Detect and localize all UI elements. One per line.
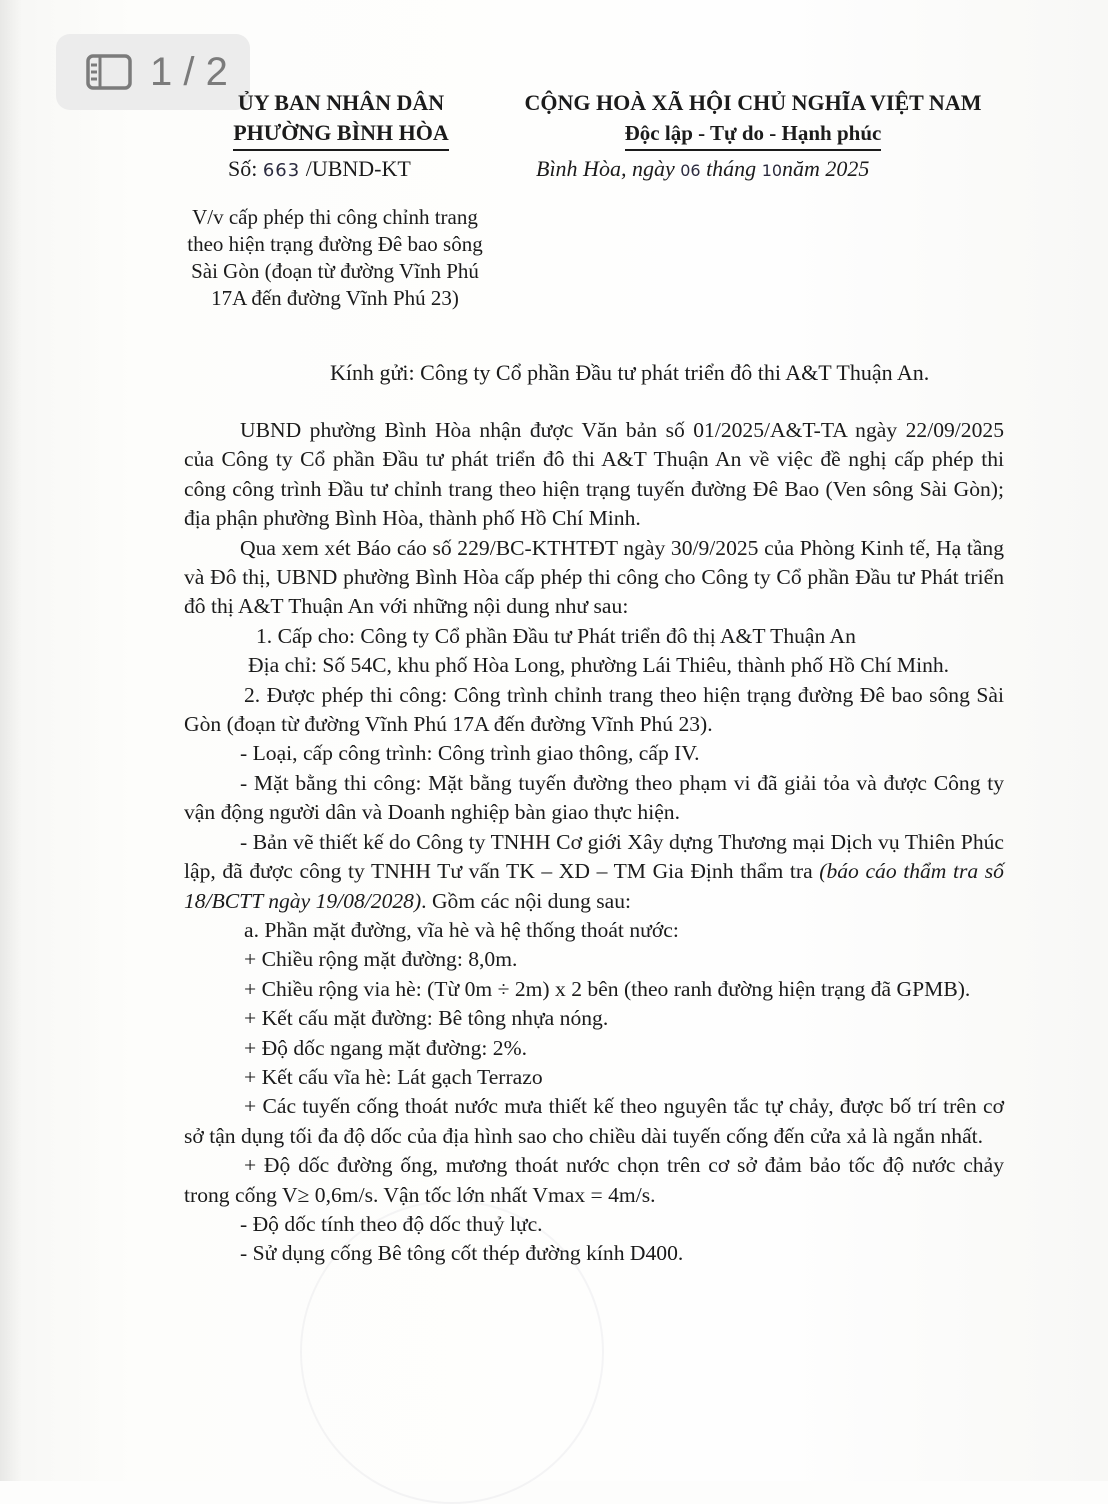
paragraph: + Kết cấu vĩa hè: Lát gạch Terrazo	[244, 1064, 543, 1089]
subject: V/v cấp phép thi công chỉnh trang theo hiện trạng đường Đê bao sông Sài Gòn (đoạn từ đường Vĩnh Phú 17A đến đường Vĩnh Phú 23)	[187, 205, 483, 310]
paragraph: - Sử dụng cống Bê tông cốt thép đường kính D400.	[240, 1241, 684, 1266]
paragraph: UBND phường Bình Hòa nhận được Văn bản số 01/2025/A&T-TA ngày 22/09/2025 của Công ty Cổ phần Đầu tư phát triển đô thi A&T Thuận An về việc đề nghị cấp phép thi công công trình Đầu tư chỉnh trang theo hiện trạng tuyến đường Đê Bao (Ven sông Sài Gòn); địa phận phường Bình Hòa, thành phố Hồ Chí Minh.	[184, 418, 1004, 531]
document-number	[228, 154, 411, 186]
national-motto: Độc lập - Tự do - Hạnh phúc	[625, 118, 882, 151]
paragraph: - Độ dốc tính theo độ dốc thuỷ lực.	[240, 1211, 543, 1236]
page-counter: 1 / 2	[150, 49, 228, 94]
paragraph: a. Phần mặt đường, vĩa hè và hệ thống thoát nước:	[244, 917, 679, 942]
recipient: Kính gửi: Công ty Cổ phần Đầu tư phát triển đô thi A&T Thuận An.	[330, 360, 930, 385]
paragraph: + Kết cấu mặt đường: Bê tông nhựa nóng.	[244, 1006, 609, 1031]
paragraph-text: - Bản vẽ thiết kế do Công ty TNHH Cơ giới Xây dựng Thương mại Dịch vụ Thiên Phúc lập, đã được công ty TNHH Tư vấn TK – XD – TM Gia Định thẩm tra	[184, 829, 1004, 884]
date-day: 06	[680, 161, 701, 180]
paragraph: 1. Cấp cho: Công ty Cổ phần Đầu tư Phát triển đô thị A&T Thuận An	[256, 623, 856, 648]
paragraph: - Loại, cấp công trình: Công trình giao thông, cấp IV.	[240, 741, 700, 766]
paragraph-text: . Gồm các nội dung sau:	[421, 888, 632, 913]
faint-stamp-imprint	[300, 1200, 604, 1504]
issuer-ward: PHƯỜNG BÌNH HÒA	[233, 118, 449, 151]
date-part3: năm 2025	[782, 156, 870, 181]
paragraph: + Độ dốc ngang mặt đường: 2%.	[244, 1035, 527, 1060]
document-body	[184, 416, 1004, 1269]
doc-number-prefix: Số:	[228, 156, 263, 181]
national-header	[498, 88, 1008, 151]
paragraph: - Mặt bằng thi công: Mặt bằng tuyến đường theo phạm vi đã giải tỏa và được Công ty vận động người dân và Doanh nghiệp bàn giao thực hiện.	[184, 770, 1004, 825]
date-month: 10	[761, 161, 783, 180]
issuer-name: ỦY BAN NHÂN DÂN	[237, 90, 445, 115]
paragraph	[184, 828, 1004, 916]
paragraph: + Độ dốc đường ống, mương thoát nước chọn trên cơ sở đảm bảo tốc độ nước chảy trong cống V≥ 0,6m/s. Vận tốc lớn nhất Vmax = 4m/s.	[184, 1153, 1004, 1207]
issuer-header	[176, 88, 506, 151]
document-date	[536, 154, 869, 186]
doc-number-handwritten: 663	[262, 160, 301, 181]
paragraph: + Chiều rộng via hè: (Từ 0m ÷ 2m) x 2 bên (theo ranh đường hiện trạng đã GPMB).	[244, 976, 971, 1001]
date-part1: Bình Hòa, ngày	[536, 156, 681, 181]
paragraph: 2. Được phép thi công: Công trình chỉnh trang theo hiện trạng đường Đê bao sông Sài Gòn (đoạn từ đường Vĩnh Phú 17A đến đường Vĩnh Phú 23).	[184, 682, 1004, 737]
page-list-icon[interactable]	[86, 54, 132, 90]
paragraph: + Các tuyến cống thoát nước mưa thiết kế theo nguyên tắc tự chảy, được bố trí trên cơ sở tận dụng tối đa độ dốc của địa hình sao cho chiều dài tuyến cống đến cửa xả là ngắn nhất.	[184, 1094, 1004, 1148]
doc-number-suffix: /UBND-KT	[300, 156, 411, 181]
paragraph: Qua xem xét Báo cáo số 229/BC-KTHTĐT ngày 30/9/2025 của Phòng Kinh tế, Hạ tầng và Đô thị, UBND phường Bình Hòa cấp phép thi công cho Công ty Cổ phần Đầu tư Phát triển đô thị A&T Thuận An với những nội dung như sau:	[184, 535, 1004, 619]
appraisal-report-ref: (báo cáo thẩm tra số 18/BCTT ngày 19/08/2028)	[184, 859, 1004, 913]
date-part2: tháng	[700, 156, 762, 181]
page-edge-shadow	[0, 0, 22, 1481]
paragraph: + Chiều rộng mặt đường: 8,0m.	[244, 947, 518, 972]
paragraph: Địa chỉ: Số 54C, khu phố Hòa Long, phường Lái Thiêu, thành phố Hồ Chí Minh.	[248, 653, 950, 678]
national-title: CỘNG HOÀ XÃ HỘI CHỦ NGHĨA VIỆT NAM	[524, 90, 982, 115]
